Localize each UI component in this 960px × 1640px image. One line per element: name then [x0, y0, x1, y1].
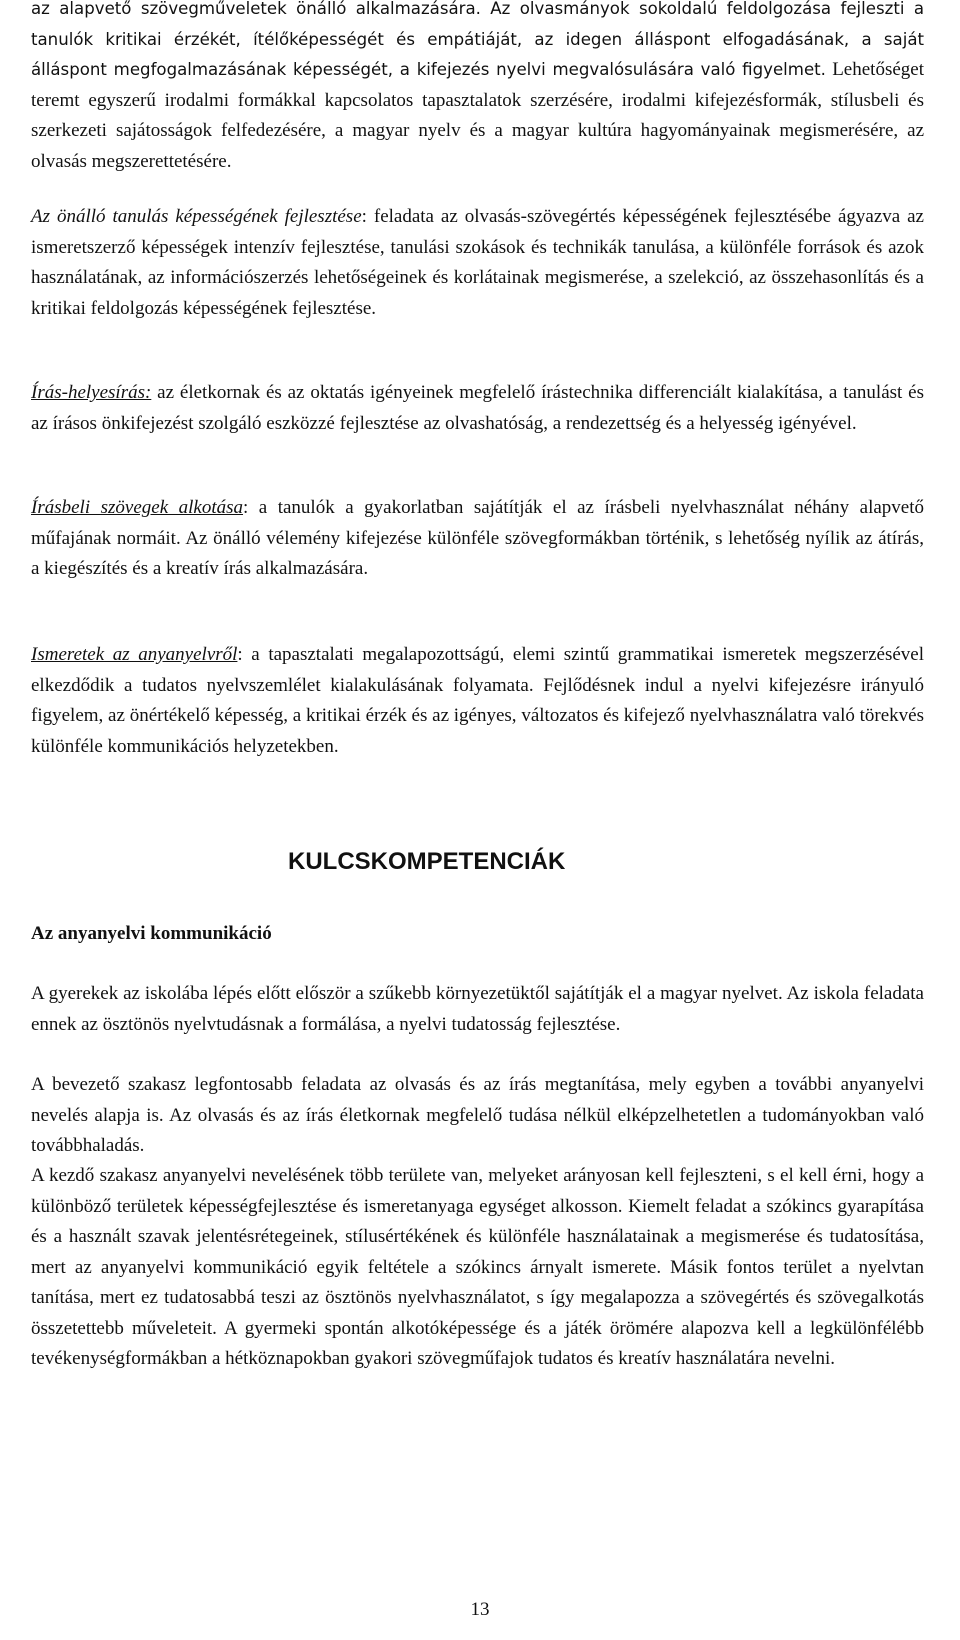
paragraph-body-written-texts: : a tanulók a gyakorlatban sajátítják el az írásbeli nyelvhasználat néhány alapvető műfajának normáit. Az önálló vélemény kifejezése különféle szövegformákban történik, s lehetőség nyílik az átírás, a kiegészítés és a kreatív írás alkalmazására.	[31, 497, 925, 579]
paragraph-lead-mother-tongue-knowledge: Ismeretek az anyanyelvről	[31, 644, 238, 665]
paragraph-introductory-phase: A bevezető szakasz legfontosabb feladata az olvasás és az írás megtanítása, mely egyben a további anyanyelvi nevelés alapja is. Az olvasás és az írás életkornak megfelelő tudása nélkül elképzelhetetlen a tudományokban való továbbhaladás.	[31, 1074, 924, 1156]
paragraph-lead-writing-spelling: Írás-helyesírás:	[31, 382, 152, 403]
paragraph-lead-written-texts: Írásbeli szövegek alkotása	[31, 497, 244, 518]
paragraph-body-independent-learning: : feladata az olvasás-szövegértés képességének fejlesztésébe ágyazva az ismeretszerző képességek intenzív fejlesztése, tanulási szokások és technikák tanulása, a különféle források és azok használatának, az információszerzés lehetőségeinek és korlátainak megismerése, a szelekció, az összehasonlítás és a kritikai feldolgozás képességének fejlesztése.	[31, 206, 924, 319]
paragraph-reading-skills	[31, 0, 924, 177]
paragraph-writing-spelling	[31, 378, 924, 439]
subsection-title: Az anyanyelvi kommunikáció	[31, 923, 272, 944]
section-title: KULCSKOMPETENCIÁK	[288, 848, 566, 875]
paragraph-body-writing-spelling: az életkornak és az oktatás igényeinek megfelelő írástechnika differenciált kialakítása, a tanulást és az írásos önkifejezést szolgáló eszközzé fejlesztése az olvashatóság, a rendezettség és a helyesség igényével.	[31, 382, 924, 434]
paragraph-serif-segment: Lehetőséget teremt egyszerű irodalmi formákkal kapcsolatos tapasztalatok szerzésére, irodalmi kifejezésformák, stílusbeli és szerkezeti sajátosságok felfedezésére, a magyar nyelv és a magyar kultúra hagyományainak megismerésére, az olvasás megszerettetésére.	[31, 59, 924, 172]
paragraph-lead-independent-learning: Az önálló tanulás képességének fejlesztése	[31, 206, 362, 227]
paragraph-independent-learning	[31, 202, 924, 324]
page-number: 13	[470, 1599, 490, 1620]
paragraph-body-mother-tongue-knowledge: : a tapasztalati megalapozottságú, elemi szintű grammatikai ismeretek megszerzésével elkezdődik a tudatos nyelvszemlélet kialakulásának folyamata. Fejlődésnek indul a nyelvi kifejezésre irányuló figyelem, az önértékelő képesség, a kritikai érzék és az igényes, változatos és kifejező nyelvhasználatra való törekvés különféle kommunikációs helyzetekben.	[31, 644, 924, 757]
paragraph-sans-segment: az alapvető szövegműveletek önálló alkalmazására. Az olvasmányok sokoldalú feldolgozása fejleszti a tanulók kritikai érzékét, ítélőképességét és empátiáját, az idegen álláspont elfogadásának, a saját álláspont megfogalmazásának képességét, a kifejezés nyelvi megvalósulására való figyelmet.	[31, 0, 924, 79]
paragraph-written-texts	[31, 493, 924, 585]
paragraph-native-language-acquisition: A gyerekek az iskolába lépés előtt először a szűkebb környezetüktől sajátítják el a magyar nyelvet. Az iskola feladata ennek az ösztönös nyelvtudásnak a formálása, a nyelvi tudatosság fejlesztése.	[31, 983, 924, 1035]
paragraph-mother-tongue-knowledge	[31, 640, 924, 762]
paragraph-initial-phase: A kezdő szakasz anyanyelvi nevelésének több területe van, melyeket arányosan kell fejleszteni, s el kell érni, hogy a különböző területek képességfejlesztése és ismeretanyaga egységet alkosson. Kiemelt feladat a szókincs gyarapítása és a használt szavak jelentésrétegeinek, stílusértékének és különféle használatainak a megismerése és tudatosítása, mert az anyanyelvi kommunikáció egyik feltétele a szókincs árnyalt ismerete. Másik fontos terület a nyelvtan tanítása, mert ez tudatosabbá teszi az ösztönös nyelvhasználatot, s így megalapozza a szövegértés és szövegalkotás összetettebb műveleteit. A gyermeki spontán alkotóképessége és a játék örömére alapozva kell a legkülönfélébb tevékenységformákban a hétköznapokban gyakori szövegműfajok tudatos és kreatív használatára nevelni.	[31, 1165, 924, 1369]
